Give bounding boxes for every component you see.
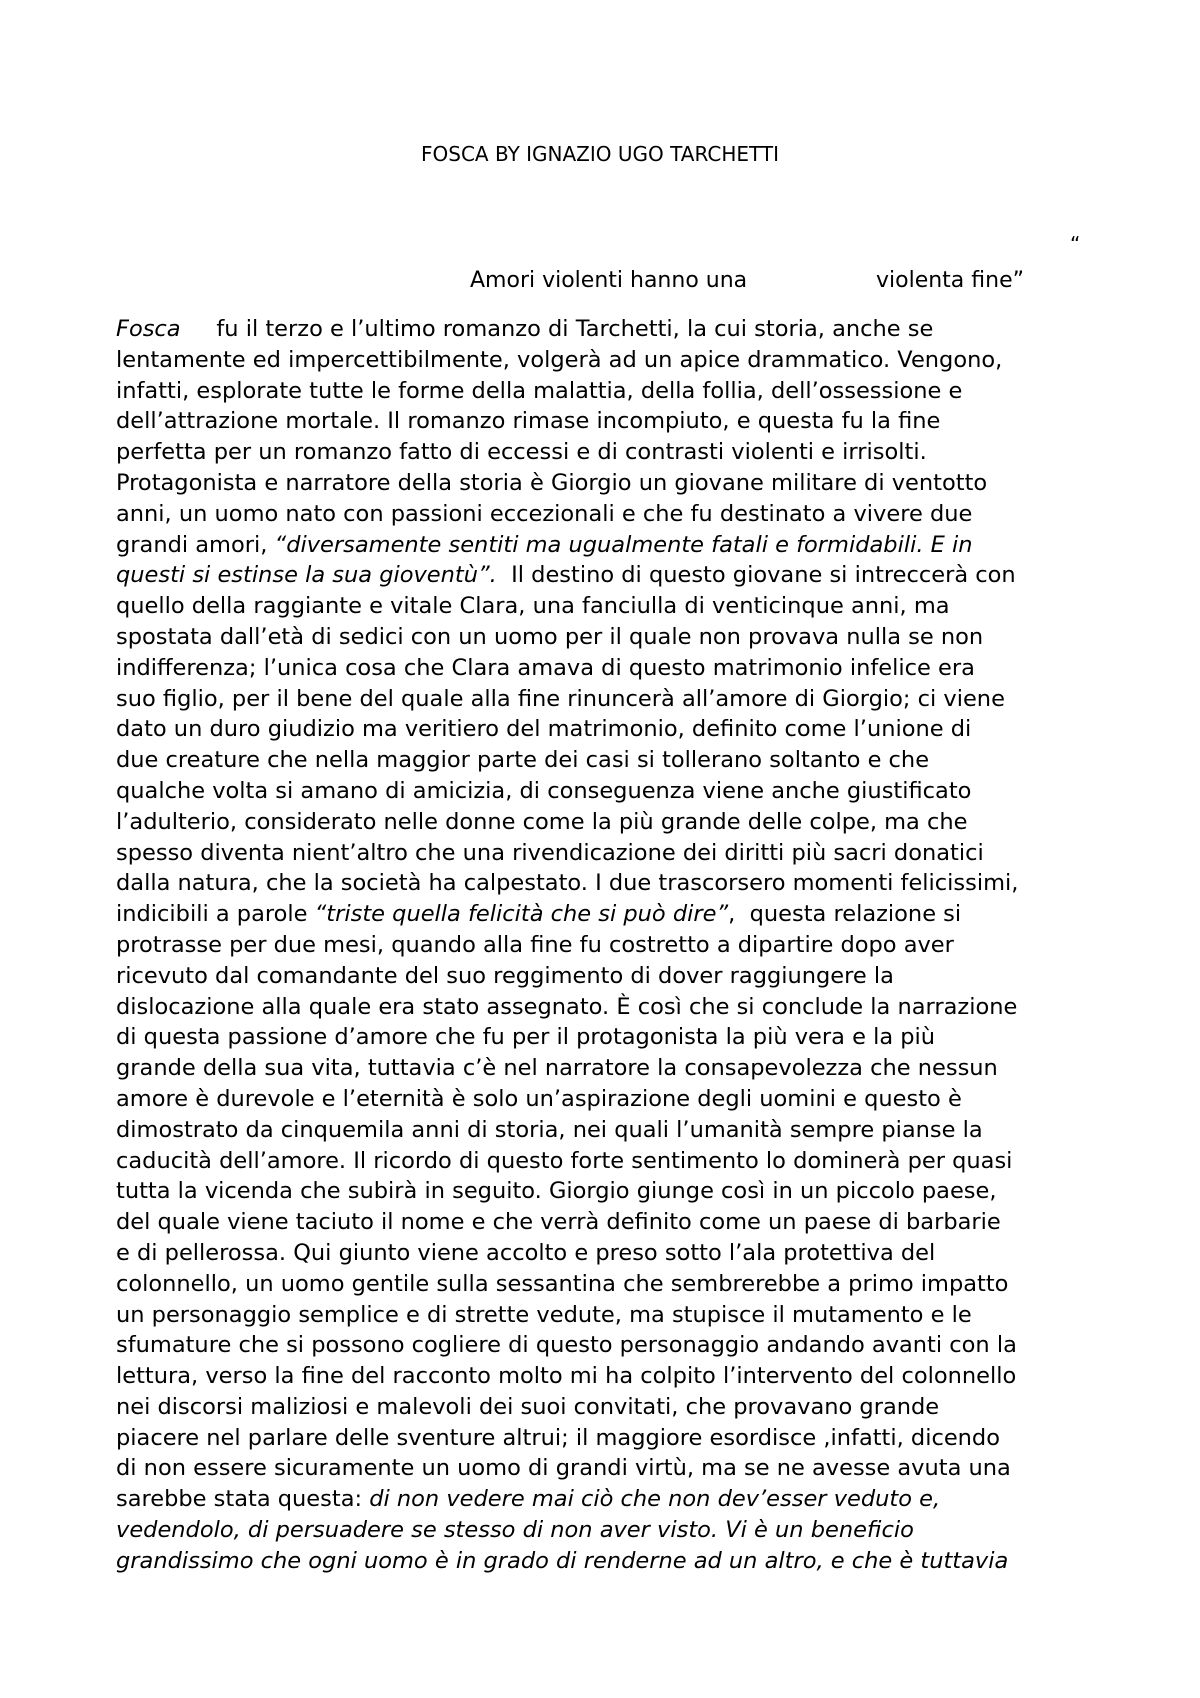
text-line: spesso diventa nient’altro che una rivendicazione dei diritti più sacri donatici	[116, 839, 984, 866]
body-paragraph	[116, 314, 1106, 1577]
text-line: grande della sua vita, tuttavia c’è nel narratore la consapevolezza che nessun	[116, 1055, 998, 1082]
text-line-italic: vedendolo, di persuadere se stesso di non aver visto. Vi è un beneficio	[116, 1517, 914, 1544]
text-line: l’adulterio, considerato nelle donne come la più grande delle colpe, ma che	[116, 808, 968, 835]
text-line: suo figlio, per il bene del quale alla fine rinuncerà all’amore di Giorgio; ci viene	[116, 685, 1005, 712]
text-line: lettura, verso la fine del racconto molto mi ha colpito l’intervento del colonnello	[116, 1363, 1017, 1390]
text-line: due creature che nella maggior parte dei casi si tollerano soltanto e che	[116, 747, 930, 774]
text-line-italic: grandissimo che ogni uomo è in grado di renderne ad un altro, e che è tuttavia	[116, 1547, 1009, 1574]
text-line: di non essere sicuramente un uomo di grandi virtù, ma se ne avesse avuta una	[116, 1455, 1011, 1482]
epigraph-part-2: violenta fine”	[876, 268, 1025, 293]
novel-title-italic: Fosca	[116, 316, 181, 342]
text-run: fu il terzo e l’ultimo romanzo di Tarchetti, la cui storia, anche se	[180, 316, 934, 342]
text-line	[116, 560, 1106, 591]
text-run: grandi amori,	[116, 531, 275, 558]
text-line: spostata dall’età di sedici con un uomo per il quale non provava nulla se non	[116, 623, 984, 650]
text-run: Il destino di questo giovane si intreccerà con	[496, 562, 1016, 589]
text-line: dislocazione alla quale era stato assegnato. È così che si conclude la narrazione	[116, 993, 1018, 1020]
text-line: piacere nel parlare delle sventure altrui; il maggiore esordisce ,infatti, dicendo	[116, 1424, 1000, 1451]
text-line: anni, un uomo nato con passioni eccezionali e che fu destinato a vivere due	[116, 500, 973, 527]
quotation-italic: questi si estinse la sua gioventù”.	[116, 562, 497, 589]
text-line: Protagonista e narratore della storia è Giorgio un giovane militare di ventotto	[116, 469, 988, 496]
text-line: ricevuto dal comandante del suo reggimento di dover raggiungere la	[116, 962, 894, 989]
text-line: qualche volta si amano di amicizia, di conseguenza viene anche giustificato	[116, 777, 972, 804]
quotation-italic: “triste quella felicità che si può dire”	[314, 901, 729, 928]
text-line	[116, 1484, 1106, 1515]
text-line: dell’attrazione mortale. Il romanzo rimase incompiuto, e questa fu la fine	[116, 408, 941, 435]
quotation-italic: di non vedere mai ciò che non dev’esser veduto e,	[369, 1486, 941, 1513]
quotation-italic: “diversamente sentiti ma ugualmente fatali e formidabili. E in	[274, 531, 973, 558]
text-line: infatti, esplorate tutte le forme della malattia, della follia, dell’ossessione e	[116, 377, 963, 404]
text-line: amore è durevole e l’eternità è solo un’aspirazione degli uomini e questo è	[116, 1085, 962, 1112]
text-line: quello della raggiante e vitale Clara, una fanciulla di venticinque anni, ma	[116, 593, 950, 620]
text-line: caducità dell’amore. Il ricordo di questo forte sentimento lo dominerà per quasi	[116, 1147, 1013, 1174]
text-line	[116, 314, 1106, 345]
epigraph-open-quote: “	[1070, 232, 1081, 256]
text-line: indifferenza; l’unica cosa che Clara amava di questo matrimonio infelice era	[116, 654, 975, 681]
text-line: tutta la vicenda che subirà in seguito. Giorgio giunge così in un piccolo paese,	[116, 1178, 997, 1205]
text-line	[116, 899, 1106, 930]
text-line: di questa passione d’amore che fu per il protagonista la più vera e la più	[116, 1024, 936, 1051]
text-line: nei discorsi maliziosi e malevoli dei suoi convitati, che provavano grande	[116, 1393, 940, 1420]
text-run: , questa relazione si	[728, 901, 962, 928]
document-title: FOSCA BY IGNAZIO UGO TARCHETTI	[421, 142, 779, 166]
text-line: dato un duro giudizio ma veritiero del matrimonio, definito come l’unione di	[116, 716, 972, 743]
text-line: colonnello, un uomo gentile sulla sessantina che sembrerebbe a primo impatto	[116, 1270, 1009, 1297]
text-line: protrasse per due mesi, quando alla fine fu costretto a dipartire dopo aver	[116, 931, 954, 958]
text-line	[116, 530, 1106, 561]
text-line: del quale viene taciuto il nome e che verrà definito come un paese di barbarie	[116, 1209, 1001, 1236]
text-line: perfetta per un romanzo fatto di eccessi e di contrasti violenti e irrisolti.	[116, 439, 927, 466]
text-line: sfumature che si possono cogliere di questo personaggio andando avanti con la	[116, 1332, 1017, 1359]
text-run: indicibili a parole	[116, 901, 315, 928]
text-line: dalla natura, che la società ha calpestato. I due trascorsero momenti felicissimi,	[116, 870, 1019, 897]
text-line: dimostrato da cinquemila anni di storia, nei quali l’umanità sempre pianse la	[116, 1116, 983, 1143]
text-line: un personaggio semplice e di strette vedute, ma stupisce il mutamento e le	[116, 1301, 972, 1328]
text-line: lentamente ed impercettibilmente, volgerà ad un apice drammatico. Vengono,	[116, 346, 1003, 373]
text-line: e di pellerossa. Qui giunto viene accolto e preso sotto l’ala protettiva del	[116, 1239, 936, 1266]
epigraph-part-1: Amori violenti hanno una	[470, 268, 748, 293]
text-run: sarebbe stata questa:	[116, 1486, 370, 1513]
